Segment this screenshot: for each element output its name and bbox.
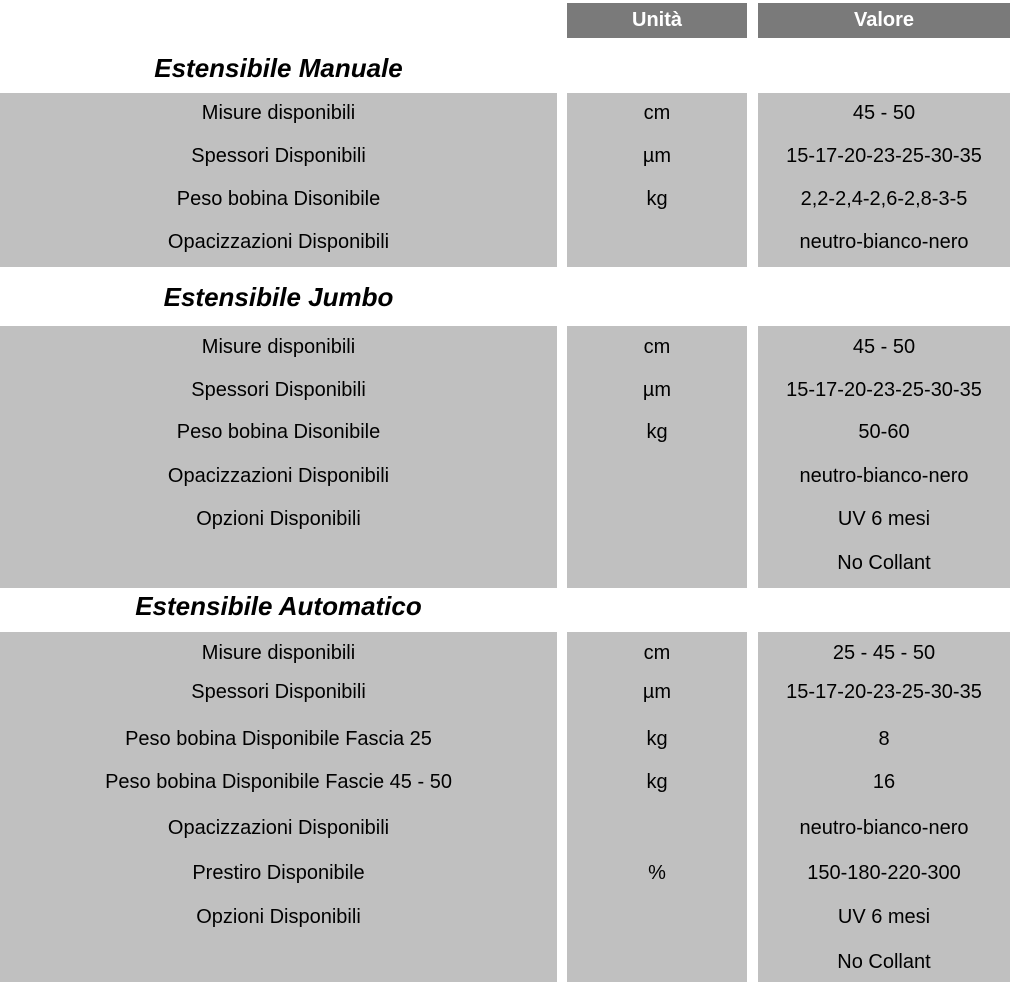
row-value: 16	[872, 770, 896, 793]
section-title-manuale: Estensibile Manuale	[154, 52, 403, 83]
row-unit: cm	[643, 641, 671, 664]
row-value: 15-17-20-23-25-30-35	[786, 680, 982, 703]
row-unit: µm	[642, 144, 672, 167]
row-unit	[567, 227, 747, 257]
row-value: 2,2-2,4-2,6-2,8-3-5	[800, 187, 968, 210]
row-value: 15-17-20-23-25-30-35	[786, 378, 982, 401]
row-value: neutro-bianco-nero	[799, 816, 969, 839]
row-label: Spessori Disponibili	[191, 378, 366, 401]
row-unit: µm	[642, 680, 672, 703]
row-label: Opacizzazioni Disponibili	[167, 816, 390, 839]
section-title-jumbo: Estensibile Jumbo	[163, 281, 394, 312]
row-unit	[567, 461, 747, 491]
row-label: Opzioni Disponibili	[196, 507, 361, 530]
row-unit	[567, 548, 747, 578]
row-unit: kg	[646, 770, 668, 793]
row-unit: kg	[646, 187, 668, 210]
row-unit: %	[648, 861, 666, 884]
row-value: No Collant	[837, 551, 931, 574]
row-label	[0, 947, 557, 977]
section-title-automatico: Estensibile Automatico	[135, 590, 422, 621]
row-unit: kg	[646, 727, 668, 750]
row-unit	[567, 813, 747, 843]
row-value: neutro-bianco-nero	[799, 230, 969, 253]
row-label: Opacizzazioni Disponibili	[167, 464, 390, 487]
column-header-unit: Unità	[567, 3, 747, 38]
row-unit: cm	[643, 335, 671, 358]
row-value: 50-60	[858, 420, 910, 443]
row-value: No Collant	[837, 950, 931, 973]
row-label: Peso bobina Disponibile Fascia 25	[125, 727, 432, 750]
row-value: 15-17-20-23-25-30-35	[786, 144, 982, 167]
row-unit: kg	[646, 420, 668, 443]
row-unit: µm	[642, 378, 672, 401]
row-label: Spessori Disponibili	[191, 144, 366, 167]
row-value: 45 - 50	[852, 335, 916, 358]
row-unit	[567, 504, 747, 534]
row-value: UV 6 mesi	[837, 905, 931, 928]
row-unit	[567, 947, 747, 977]
row-label: Peso bobina Disonibile	[176, 420, 381, 443]
row-value: UV 6 mesi	[837, 507, 931, 530]
row-label: Misure disponibili	[201, 335, 356, 358]
row-value: neutro-bianco-nero	[799, 464, 969, 487]
row-label: Misure disponibili	[201, 641, 356, 664]
row-label: Opacizzazioni Disponibili	[167, 230, 390, 253]
row-unit: cm	[643, 101, 671, 124]
row-label: Peso bobina Disponibile Fascie 45 - 50	[105, 770, 452, 793]
row-label: Misure disponibili	[201, 101, 356, 124]
row-label	[0, 548, 557, 578]
column-header-value: Valore	[758, 3, 1010, 38]
row-value: 8	[878, 727, 890, 750]
row-label: Opzioni Disponibili	[196, 905, 361, 928]
row-unit	[567, 902, 747, 932]
row-label: Spessori Disponibili	[191, 680, 366, 703]
row-label: Peso bobina Disonibile	[176, 187, 381, 210]
row-value: 45 - 50	[852, 101, 916, 124]
row-value: 150-180-220-300	[807, 861, 961, 884]
row-value: 25 - 45 - 50	[832, 641, 936, 664]
row-label: Prestiro Disponibile	[192, 861, 365, 884]
